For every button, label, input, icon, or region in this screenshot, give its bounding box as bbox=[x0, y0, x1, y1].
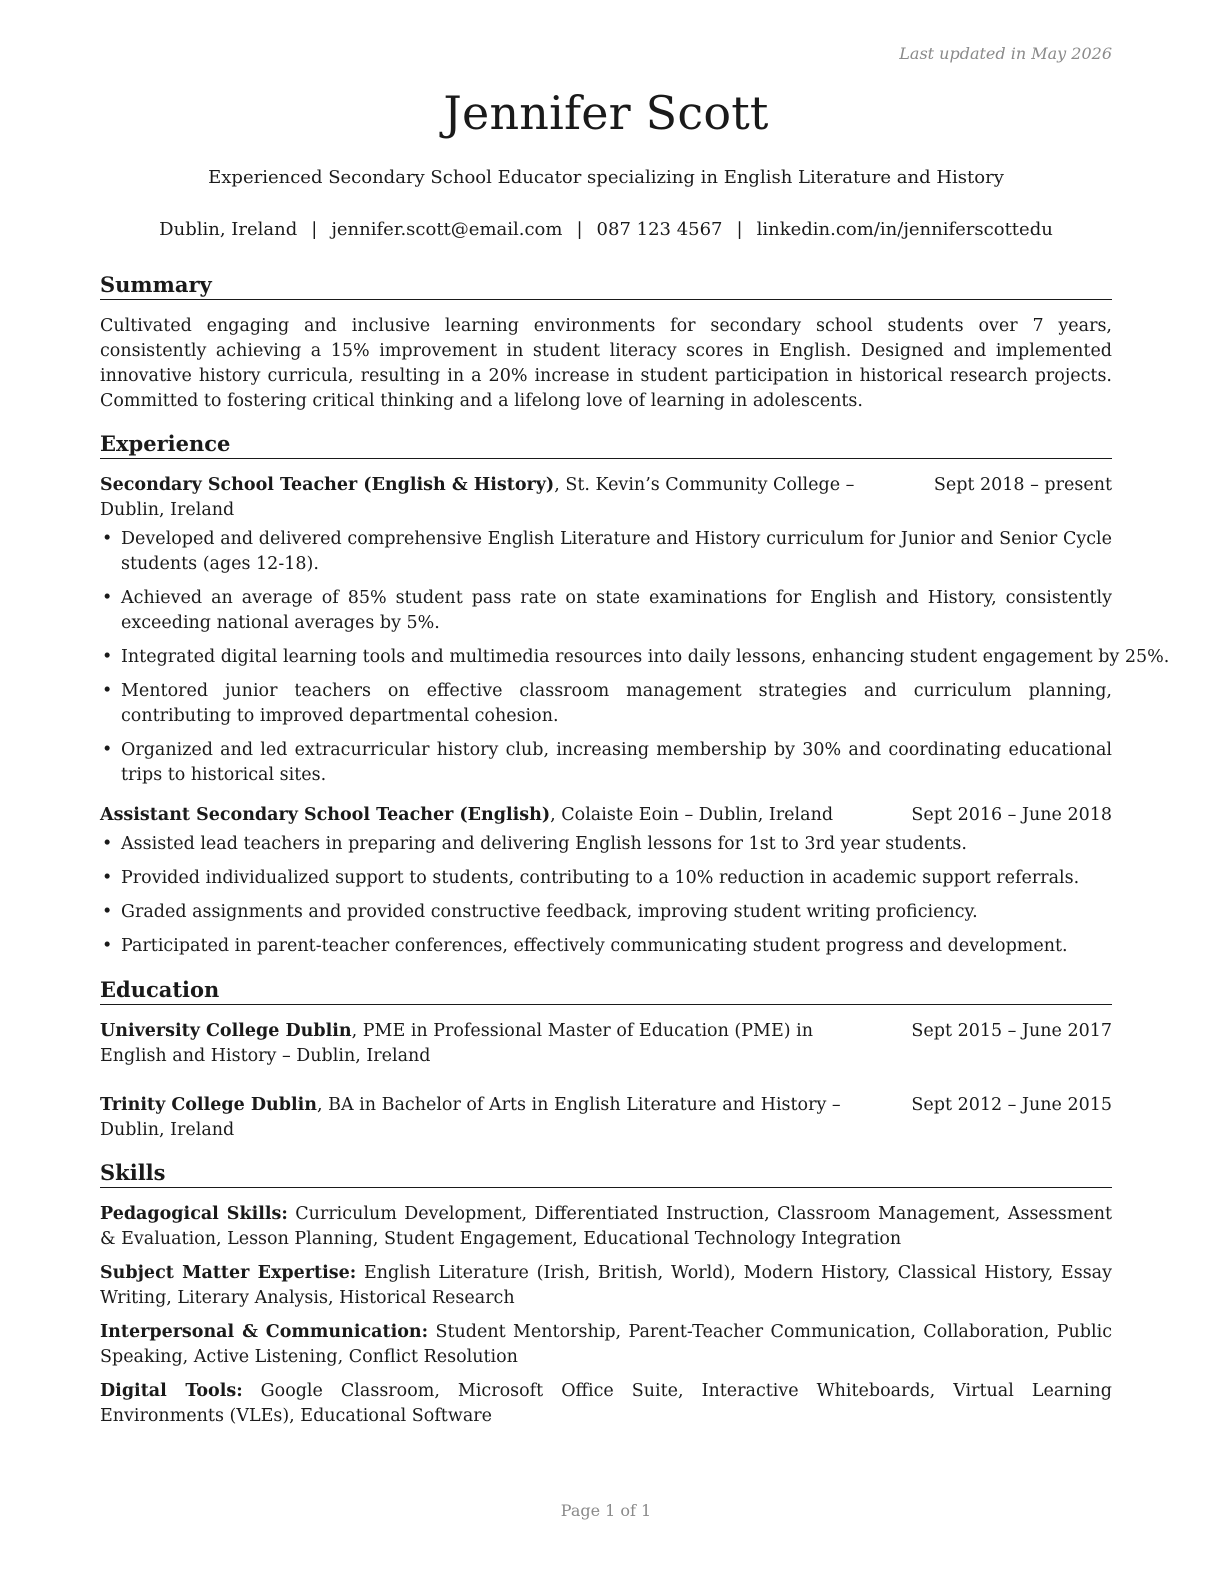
bullet-icon: • bbox=[102, 740, 113, 760]
education-entry bbox=[100, 1019, 1112, 1069]
contact-email[interactable]: jennifer.scott@email.com bbox=[331, 219, 563, 240]
contact-separator: | bbox=[311, 219, 318, 240]
contact-phone: 087 123 4567 bbox=[596, 219, 723, 240]
page-number: Page 1 of 1 bbox=[560, 1501, 652, 1520]
tagline: Experienced Secondary School Educator specializing in English Literature and History bbox=[208, 167, 1004, 188]
school-name: Trinity College Dublin bbox=[100, 1095, 317, 1115]
job-bullets bbox=[100, 527, 1170, 788]
last-updated: Last updated in May 2026 bbox=[899, 44, 1112, 63]
experience-entry bbox=[100, 803, 1112, 959]
bullet-icon: • bbox=[102, 902, 113, 922]
skill-group-items: Student Mentorship, Parent-Teacher Communication, Collaboration, Public Speaking, Active Listening, Conflict Resolution bbox=[100, 1322, 1113, 1367]
resume-page bbox=[100, 0, 1170, 1584]
bullet-icon: • bbox=[102, 936, 113, 956]
contact-location: Dublin, Ireland bbox=[159, 219, 298, 240]
skill-group bbox=[100, 1202, 1112, 1252]
bullet-icon: • bbox=[102, 834, 113, 854]
job-organization: , Colaiste Eoin – Dublin, Ireland bbox=[550, 805, 834, 825]
job-bullets bbox=[100, 832, 1112, 959]
contact-linkedin[interactable]: linkedin.com/in/jenniferscottedu bbox=[756, 219, 1053, 240]
bullet-icon: • bbox=[102, 529, 113, 549]
section-title-experience: Experience bbox=[100, 431, 1112, 459]
summary-text: Cultivated engaging and inclusive learning environments for secondary school students over 7 years, consistently achieving a 15% improvement in student literacy scores in English. Designed and implemented innovative history curricula, resulting in a 20% increase in student participation in historical research projects. Committed to fostering critical thinking and a lifelong love of learning in adolescents. bbox=[100, 316, 1112, 411]
skill-group bbox=[100, 1320, 1112, 1370]
skill-group-items: English Literature (Irish, British, World), Modern History, Classical History, Essay Writing, Literary Analysis, Historical Research bbox=[100, 1263, 1112, 1308]
job-dates: Sept 2018 – present bbox=[933, 475, 1112, 495]
education-entry bbox=[100, 1093, 1112, 1143]
education-section bbox=[100, 977, 1112, 1143]
experience-section bbox=[100, 431, 1170, 968]
skill-group-label: Pedagogical Skills: bbox=[100, 1204, 288, 1224]
skill-group-items: Curriculum Development, Differentiated Instruction, Classroom Management, Assessment & Evaluation, Lesson Planning, Student Engagement, Educational Technology Integration bbox=[100, 1204, 1112, 1249]
summary-section bbox=[100, 272, 1112, 414]
job-role: Assistant Secondary School Teacher (English) bbox=[100, 805, 551, 825]
job-organization: , St. Kevin’s Community College – Dublin, Ireland bbox=[100, 475, 855, 520]
bullet-item: • Assisted lead teachers in preparing and delivering English lessons for 1st to 3rd year students. bbox=[100, 832, 1112, 857]
skills-section bbox=[100, 1160, 1112, 1438]
entry-header bbox=[100, 803, 1112, 828]
candidate-name: Jennifer Scott bbox=[443, 86, 769, 140]
section-title-education: Education bbox=[100, 977, 1112, 1005]
bullet-item: • Participated in parent-teacher conferences, effectively communicating student progress and development. bbox=[100, 934, 1112, 959]
experience-entry bbox=[100, 473, 1170, 788]
bullet-icon: • bbox=[102, 681, 113, 701]
contact-line bbox=[100, 219, 1112, 240]
degree-detail: , BA in Bachelor of Arts in English Literature and History – Dublin, Ireland bbox=[100, 1095, 841, 1140]
contact-separator: | bbox=[576, 219, 583, 240]
skill-group bbox=[100, 1379, 1112, 1429]
education-dates: Sept 2015 – June 2017 bbox=[911, 1021, 1112, 1041]
section-title-summary: Summary bbox=[100, 272, 1112, 300]
bullet-item: • Integrated digital learning tools and multimedia resources into daily lessons, enhancing student engagement by 25%. bbox=[100, 645, 1112, 670]
bullet-item: • Achieved an average of 85% student pass rate on state examinations for English and History, consistently exceeding national averages by 5%. bbox=[102, 588, 1112, 633]
school-name: University College Dublin bbox=[100, 1021, 352, 1041]
section-title-skills: Skills bbox=[100, 1160, 1112, 1188]
bullet-item: • Provided individualized support to students, contributing to a 10% reduction in academic support referrals. bbox=[100, 866, 1112, 891]
bullet-item: • Organized and led extracurricular history club, increasing membership by 30% and coordinating educational trips to historical sites. bbox=[102, 740, 1112, 785]
skill-group-label: Subject Matter Expertise: bbox=[100, 1263, 357, 1283]
contact-separator: | bbox=[736, 219, 743, 240]
bullet-icon: • bbox=[102, 868, 113, 888]
degree-detail: , PME in Professional Master of Education (PME) in English and History – Dublin, Ireland bbox=[100, 1021, 813, 1066]
skill-group-items: Google Classroom, Microsoft Office Suite, Interactive Whiteboards, Virtual Learning Environments (VLEs), Educational Software bbox=[100, 1381, 1112, 1426]
skill-group-label: Digital Tools: bbox=[100, 1381, 243, 1401]
bullet-icon: • bbox=[102, 647, 113, 667]
education-dates: Sept 2012 – June 2015 bbox=[911, 1095, 1112, 1115]
job-role: Secondary School Teacher (English & History) bbox=[100, 475, 555, 495]
bullet-item: • Developed and delivered comprehensive English Literature and History curriculum for Junior and Senior Cycle students (ages 12-18). bbox=[102, 529, 1112, 574]
bullet-item: • Graded assignments and provided constructive feedback, improving student writing proficiency. bbox=[100, 900, 1112, 925]
skill-group-label: Interpersonal & Communication: bbox=[100, 1322, 429, 1342]
bullet-item: • Mentored junior teachers on effective classroom management strategies and curriculum planning, contributing to improved departmental cohesion. bbox=[102, 681, 1112, 726]
job-dates: Sept 2016 – June 2018 bbox=[911, 805, 1112, 825]
bullet-icon: • bbox=[102, 588, 113, 608]
entry-header bbox=[100, 473, 1112, 523]
skill-group bbox=[100, 1261, 1112, 1311]
